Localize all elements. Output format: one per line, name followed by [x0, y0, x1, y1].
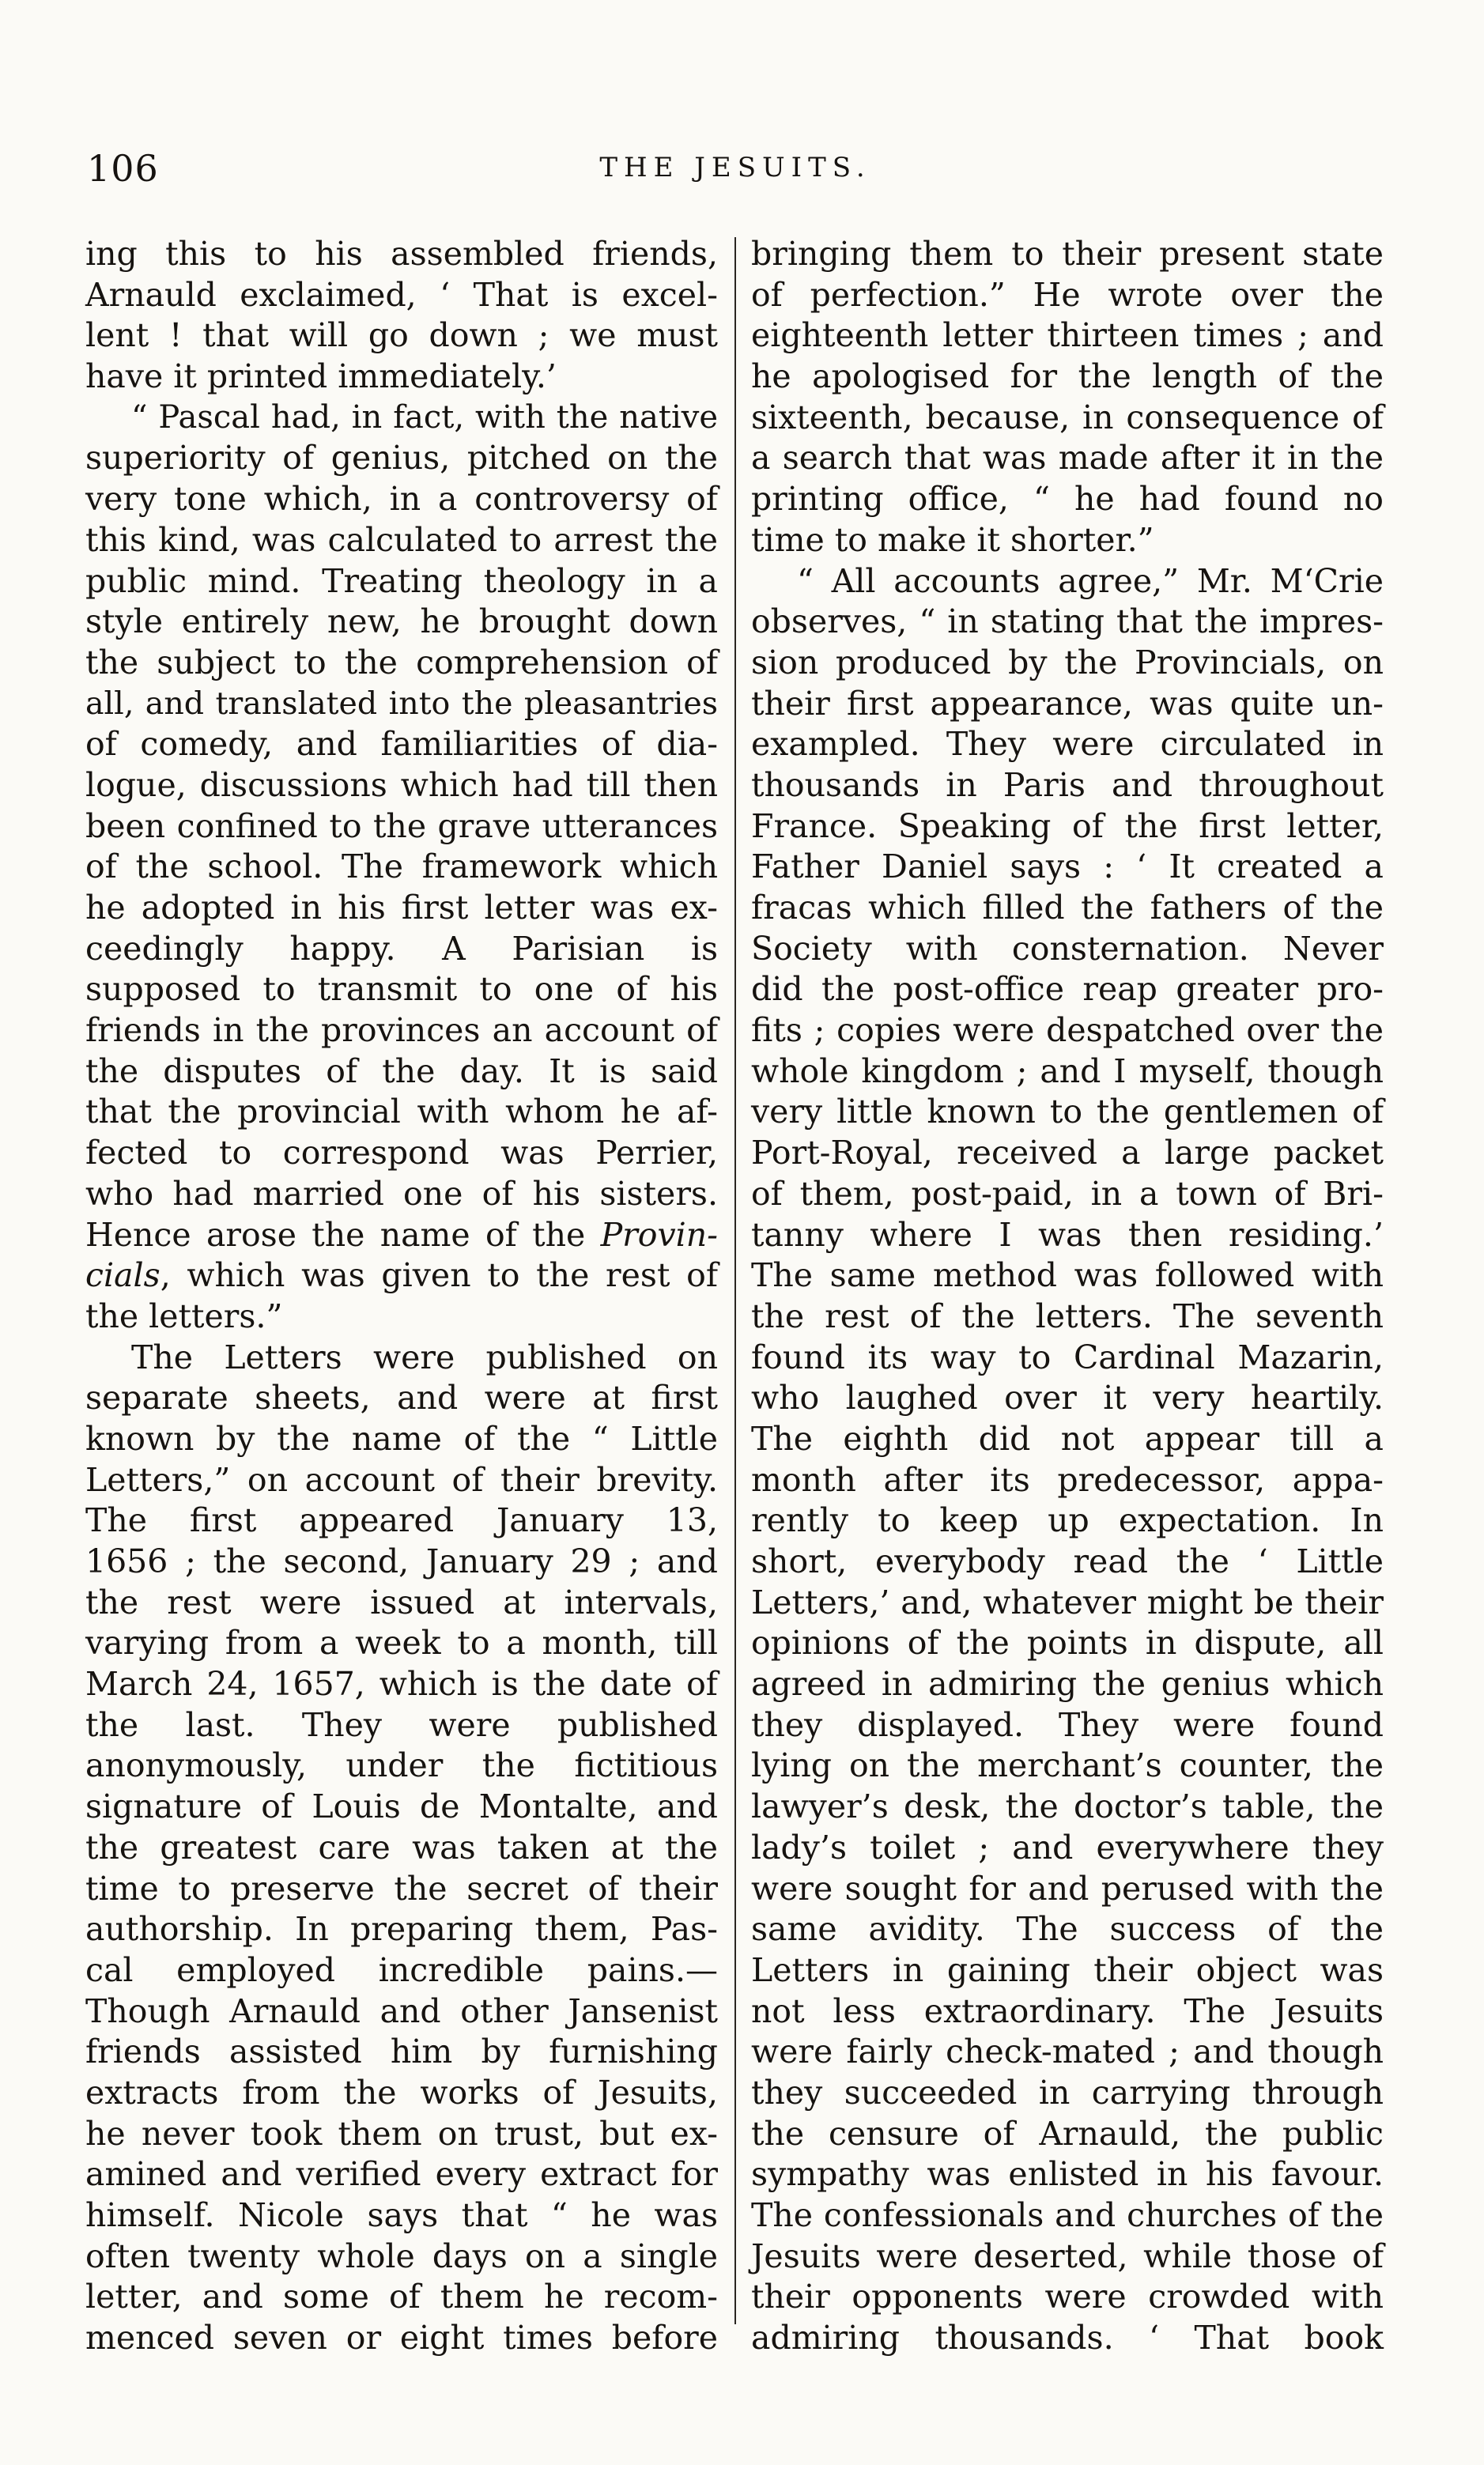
- line-text: The first appeared January 13,: [85, 1501, 718, 1540]
- text-line: [751, 1991, 1384, 2033]
- line-text: lying on the merchant’s counter, the: [751, 1746, 1384, 1785]
- text-line: [85, 1338, 718, 1379]
- line-text: of comedy, and familiarities of dia-: [85, 725, 718, 764]
- text-line: [85, 2277, 718, 2318]
- line-text: that the provincial with whom he af-: [85, 1093, 718, 1131]
- line-text: varying from a week to a month, till: [85, 1624, 718, 1663]
- text-line: [85, 1950, 718, 1991]
- line-text: Port-Royal, received a large packet: [751, 1134, 1384, 1172]
- text-line: [751, 2318, 1384, 2359]
- text-line: [751, 2237, 1384, 2278]
- text-line: [751, 1460, 1384, 1501]
- line-text: lady’s toilet ; and everywhere they: [751, 1828, 1384, 1867]
- line-text: fracas which filled the fathers of the: [751, 889, 1384, 927]
- text-line: [85, 1010, 718, 1051]
- text-line: [85, 1297, 718, 1338]
- line-text: were sought for and perused with the: [751, 1869, 1384, 1908]
- text-line: [85, 847, 718, 888]
- line-text: admiring thousands. ‘ That book: [751, 2319, 1384, 2357]
- text-line: [85, 1869, 718, 1910]
- text-line: [751, 2195, 1384, 2237]
- italic-text: Provin-: [600, 1215, 718, 1254]
- line-text: anonymously, under the fictitious: [85, 1746, 718, 1785]
- line-text: the rest were issued at intervals,: [85, 1583, 718, 1621]
- text-line: [751, 1869, 1384, 1910]
- line-text: often twenty whole days on a single: [85, 2237, 718, 2275]
- line-text: public mind. Treating theology in a: [85, 561, 718, 600]
- text-line: [85, 2032, 718, 2073]
- text-line: [751, 1909, 1384, 1950]
- line-text: The eighth did not appear till a: [751, 1419, 1384, 1458]
- text-line: [85, 1215, 718, 1256]
- text-line: [85, 1174, 718, 1215]
- text-line: [85, 1583, 718, 1624]
- text-line: [751, 847, 1384, 888]
- text-line: [85, 2237, 718, 2278]
- line-text: “ All accounts agree,” Mr. M‘Crie: [797, 561, 1384, 600]
- line-text: their opponents were crowded with: [751, 2278, 1384, 2316]
- line-text: the censure of Arnauld, the public: [751, 2114, 1384, 2153]
- text-line: [85, 969, 718, 1010]
- line-text: fected to correspond was Perrier,: [85, 1134, 718, 1172]
- running-title: THE JESUITS.: [599, 152, 871, 183]
- text-line: [751, 1664, 1384, 1705]
- line-text: fits ; copies were despatched over the: [751, 1011, 1384, 1050]
- text-line: [751, 1174, 1384, 1215]
- line-text: tanny where I was then residing.’: [751, 1215, 1384, 1254]
- line-text: bringing them to their present state: [751, 235, 1384, 273]
- text-line: [751, 888, 1384, 929]
- line-text: the letters.”: [85, 1297, 283, 1335]
- text-line: [85, 479, 718, 520]
- text-line: [85, 929, 718, 970]
- text-line: [85, 315, 718, 357]
- text-line: [85, 2154, 718, 2195]
- text-line: [85, 1255, 718, 1297]
- text-line: [751, 1419, 1384, 1460]
- line-text: Though Arnauld and other Jansenist: [85, 1991, 718, 2030]
- line-text: sixteenth, because, in consequence of: [751, 398, 1384, 436]
- text-line: [751, 1828, 1384, 1869]
- text-line: [85, 765, 718, 806]
- text-line: [751, 684, 1384, 725]
- text-line: [85, 1746, 718, 1787]
- text-line: [751, 438, 1384, 479]
- text-line: [85, 1991, 718, 2033]
- line-text: , which was given to the rest of: [160, 1256, 718, 1295]
- text-line: [85, 234, 718, 275]
- line-text: friends in the provinces an account of: [85, 1011, 718, 1050]
- text-line: [85, 561, 718, 602]
- text-line: [751, 1501, 1384, 1542]
- text-line: [751, 520, 1384, 561]
- line-text: the last. They were published: [85, 1705, 718, 1744]
- line-text: signature of Louis de Montalte, and: [85, 1787, 718, 1826]
- line-text: have it printed immediately.’: [85, 357, 557, 396]
- text-line: [85, 1460, 718, 1501]
- text-line: [751, 1583, 1384, 1624]
- line-text: who had married one of his sisters.: [85, 1174, 718, 1213]
- line-text: superiority of genius, pitched on the: [85, 439, 718, 478]
- text-line: [751, 1542, 1384, 1583]
- line-text: eighteenth letter thirteen times ; and: [751, 316, 1384, 355]
- text-line: [85, 2318, 718, 2359]
- line-text: extracts from the works of Jesuits,: [85, 2073, 718, 2112]
- line-text: known by the name of the “ Little: [85, 1419, 718, 1458]
- text-line: [751, 1623, 1384, 1664]
- line-text: letter, and some of them he recom-: [85, 2278, 718, 2316]
- line-text: they displayed. They were found: [751, 1705, 1384, 1744]
- text-line: [751, 1133, 1384, 1174]
- line-text: cal employed incredible pains.—: [85, 1950, 718, 1989]
- line-text: of the school. The framework which: [85, 847, 718, 886]
- text-line: [751, 643, 1384, 684]
- line-text: who laughed over it very heartily.: [751, 1379, 1384, 1417]
- text-line: [751, 929, 1384, 970]
- line-text: thousands in Paris and throughout: [751, 765, 1384, 804]
- line-text: style entirely new, he brought down: [85, 602, 718, 641]
- line-text: agreed in admiring the genius which: [751, 1665, 1384, 1704]
- text-line: [85, 1828, 718, 1869]
- line-text: short, everybody read the ‘ Little: [751, 1542, 1384, 1580]
- text-line: [85, 602, 718, 643]
- line-text: he adopted in his first letter was ex-: [85, 889, 718, 927]
- text-line: [85, 888, 718, 929]
- text-line: [85, 1133, 718, 1174]
- line-text: they succeeded in carrying through: [751, 2073, 1384, 2112]
- text-line: [751, 724, 1384, 765]
- text-line: [85, 1501, 718, 1542]
- line-text: Society with consternation. Never: [751, 929, 1384, 968]
- text-line: [751, 1787, 1384, 1828]
- line-text: same avidity. The success of the: [751, 1910, 1384, 1949]
- text-line: [85, 1051, 718, 1093]
- text-line: [85, 1705, 718, 1746]
- line-text: France. Speaking of the first letter,: [751, 806, 1384, 845]
- line-text: the disputes of the day. It is said: [85, 1051, 718, 1090]
- text-line: [751, 2073, 1384, 2114]
- text-line: [751, 315, 1384, 357]
- line-text: did the post-office reap greater pro-: [751, 970, 1384, 1009]
- line-text: authorship. In preparing them, Pas-: [85, 1910, 718, 1949]
- text-line: [751, 1092, 1384, 1133]
- line-text: ceedingly happy. A Parisian is: [85, 929, 718, 968]
- line-text: of perfection.” He wrote over the: [751, 275, 1384, 314]
- line-text: found its way to Cardinal Mazarin,: [751, 1338, 1384, 1376]
- line-text: whole kingdom ; and I myself, though: [751, 1051, 1384, 1090]
- line-text: the rest of the letters. The seventh: [751, 1297, 1384, 1335]
- line-text: all, and translated into the pleasantries: [85, 685, 718, 722]
- text-line: [751, 234, 1384, 275]
- line-text: sympathy was enlisted in his favour.: [751, 2155, 1384, 2194]
- text-line: [751, 2032, 1384, 2073]
- text-line: [751, 357, 1384, 398]
- line-text: a search that was made after it in the: [751, 439, 1384, 478]
- text-line: [751, 561, 1384, 602]
- text-line: [85, 1378, 718, 1419]
- right-column: [751, 234, 1384, 2357]
- line-text: rently to keep up expectation. In: [751, 1501, 1384, 1540]
- line-text: opinions of the points in dispute, all: [751, 1624, 1384, 1663]
- page-header: [87, 147, 1384, 202]
- text-line: [85, 724, 718, 765]
- text-line: [751, 1010, 1384, 1051]
- line-text: sion produced by the Provincials, on: [751, 643, 1384, 681]
- text-line: [85, 2195, 718, 2237]
- line-text: their first appearance, was quite un-: [751, 684, 1384, 723]
- line-text: lawyer’s desk, the doctor’s table, the: [751, 1787, 1384, 1826]
- text-line: [85, 398, 718, 439]
- page-number: 106: [87, 147, 159, 190]
- line-text: separate sheets, and were at first: [85, 1379, 718, 1417]
- line-text: Letters,” on account of their brevity.: [85, 1460, 718, 1499]
- text-line: [751, 1051, 1384, 1093]
- text-line: [85, 643, 718, 684]
- line-text: exampled. They were circulated in: [751, 725, 1384, 764]
- line-text: 1656 ; the second, January 29 ; and: [85, 1542, 718, 1580]
- text-line: [751, 2277, 1384, 2318]
- text-line: [85, 684, 718, 725]
- text-line: [85, 1092, 718, 1133]
- text-line: [85, 357, 718, 398]
- line-text: amined and verified every extract for: [85, 2155, 718, 2194]
- line-text: Arnauld exclaimed, ‘ That is excel-: [85, 275, 718, 314]
- text-line: [751, 479, 1384, 520]
- text-line: [85, 2114, 718, 2155]
- line-text: month after its predecessor, appa-: [751, 1460, 1384, 1499]
- line-text: lent ! that will go down ; we must: [85, 316, 718, 355]
- line-text: himself. Nicole says that “ he was: [85, 2196, 718, 2234]
- column-divider: [734, 237, 736, 2324]
- text-line: [85, 1419, 718, 1460]
- text-line: [85, 1542, 718, 1583]
- line-text: were fairly check-mated ; and though: [751, 2033, 1384, 2071]
- text-line: [85, 438, 718, 479]
- text-line: [751, 602, 1384, 643]
- text-line: [751, 1746, 1384, 1787]
- text-line: [85, 275, 718, 316]
- line-text: the subject to the comprehension of: [85, 643, 718, 681]
- text-line: [85, 806, 718, 847]
- text-line: [751, 1378, 1384, 1419]
- line-text: the greatest care was taken at the: [85, 1828, 718, 1867]
- line-text: The Letters were published on: [131, 1338, 718, 1376]
- text-line: [751, 275, 1384, 316]
- line-text: time to make it shorter.”: [751, 520, 1154, 559]
- line-text: The confessionals and churches of the: [751, 2196, 1384, 2234]
- line-text: March 24, 1657, which is the date of: [85, 1665, 718, 1704]
- italic-text: cials: [85, 1256, 160, 1295]
- line-text: Jesuits were deserted, while those of: [751, 2237, 1384, 2275]
- text-line: [85, 1623, 718, 1664]
- text-line: [751, 1297, 1384, 1338]
- line-text: printing office, “ he had found no: [751, 480, 1384, 519]
- line-text: The same method was followed with: [751, 1256, 1384, 1295]
- line-text: he never took them on trust, but ex-: [85, 2114, 718, 2153]
- line-text: very tone which, in a controversy of: [85, 480, 718, 519]
- line-text: of them, post-paid, in a town of Bri-: [751, 1174, 1384, 1213]
- line-text: very little known to the gentlemen of: [751, 1093, 1384, 1131]
- text-line: [85, 520, 718, 561]
- line-text: menced seven or eight times before: [85, 2319, 718, 2357]
- line-text: logue, discussions which had till then: [85, 765, 718, 804]
- text-line: [751, 765, 1384, 806]
- line-text: “ Pascal had, in fact, with the native: [131, 398, 718, 436]
- line-text: friends assisted him by furnishing: [85, 2033, 718, 2071]
- text-line: [751, 1255, 1384, 1297]
- line-text: ing this to his assembled friends,: [85, 235, 718, 273]
- line-text: Letters in gaining their object was: [751, 1950, 1384, 1989]
- line-text: time to preserve the secret of their: [85, 1869, 718, 1908]
- line-text: been confined to the grave utterances: [85, 806, 718, 845]
- text-line: [751, 806, 1384, 847]
- line-text: not less extraordinary. The Jesuits: [751, 1991, 1384, 2030]
- text-line: [751, 1950, 1384, 1991]
- text-line: [85, 1664, 718, 1705]
- left-column: [85, 234, 718, 2357]
- text-line: [85, 1787, 718, 1828]
- text-line: [85, 2073, 718, 2114]
- line-text: observes, “ in stating that the impres-: [751, 602, 1384, 641]
- text-line: [751, 969, 1384, 1010]
- text-line: [751, 2154, 1384, 2195]
- text-line: [751, 2114, 1384, 2155]
- text-line: [85, 1909, 718, 1950]
- line-text: he apologised for the length of the: [751, 357, 1384, 396]
- text-line: [751, 398, 1384, 439]
- line-text: Letters,’ and, whatever might be their: [751, 1583, 1384, 1621]
- text-line: [751, 1215, 1384, 1256]
- text-line: [751, 1338, 1384, 1379]
- line-text: this kind, was calculated to arrest the: [85, 520, 718, 559]
- line-text: supposed to transmit to one of his: [85, 970, 718, 1009]
- line-text: Hence arose the name of the: [85, 1215, 601, 1254]
- text-line: [751, 1705, 1384, 1746]
- line-text: Father Daniel says : ‘ It created a: [751, 847, 1384, 886]
